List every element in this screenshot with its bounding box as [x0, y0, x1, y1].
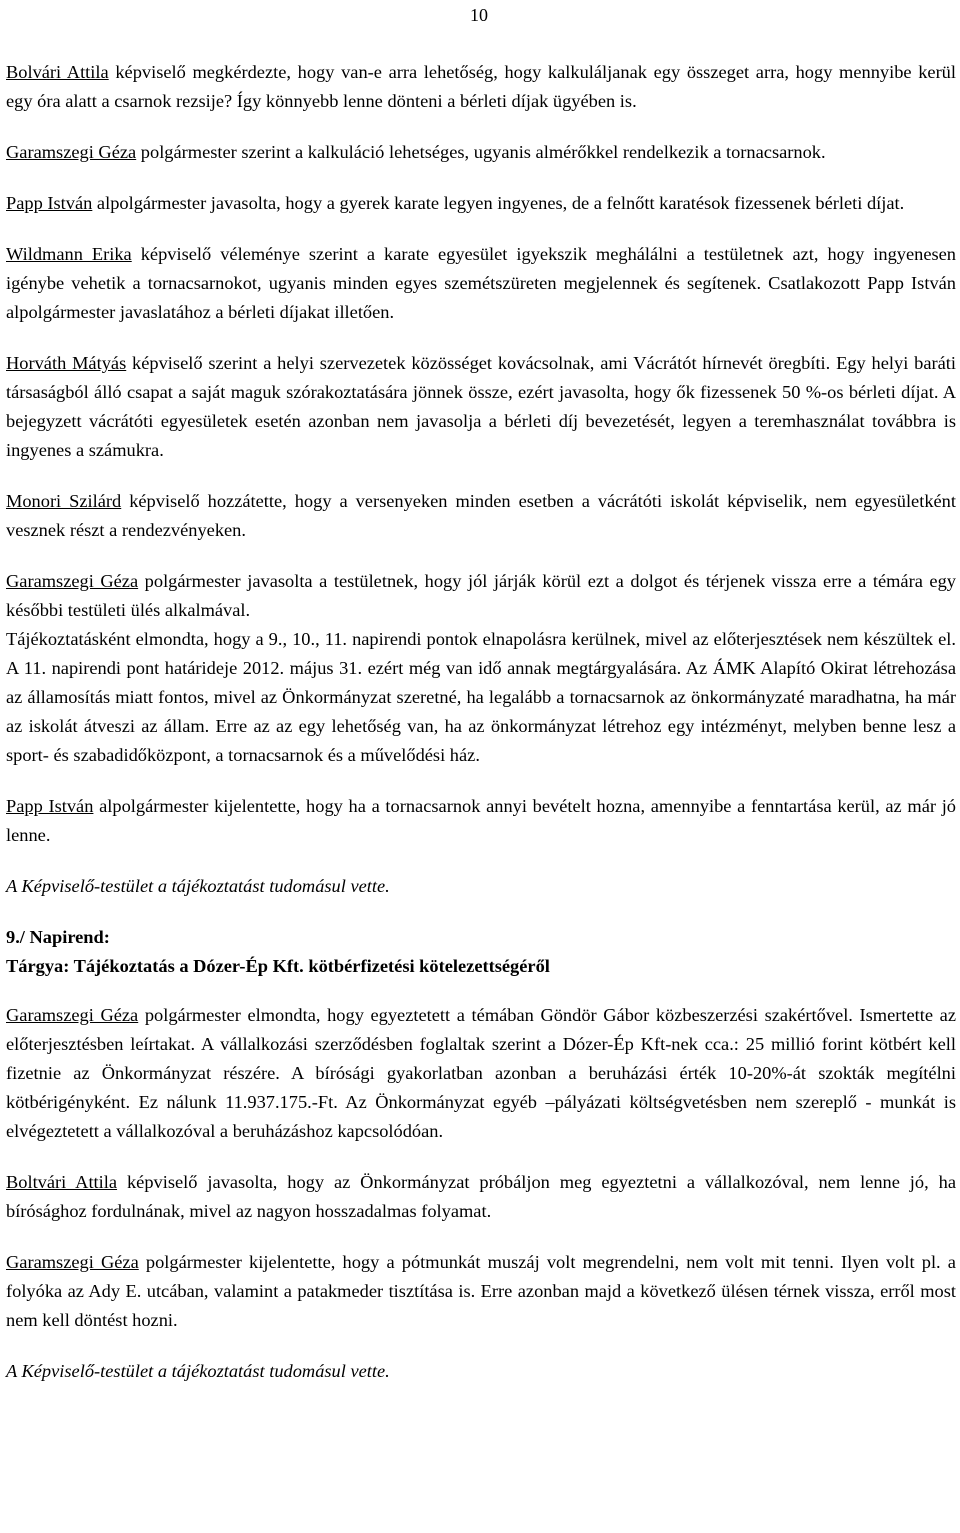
- agenda-number: 9./ Napirend:: [6, 927, 110, 947]
- paragraph-text: képviselő hozzátette, hogy a versenyeken minden esetben a vácrátóti iskolát képviselik, nem egyesületként vesznek részt a rendezvényeken.: [6, 491, 956, 540]
- paragraph: [6, 189, 956, 218]
- paragraph-text: Tájékoztatásként elmondta, hogy a 9., 10., 11. napirendi pontok elnapolásra kerülnek, mivel az előterjesztések nem készültek el. A 11. napirendi pont határideje 2012. május 31. ezért még van idő annak megtárgyalására. Az ÁMK Alapító Okirat létrehozása az államosítás miatt fontos, mivel az Önkormányzat szeretné, ha legalább a tornacsarnok az önkormányzaté maradhatna, ha már az iskolát átveszi az állam. Erre az az egy lehetőség van, ha az önkormányzat létrehoz egy intézményt, melyben benne lesz a sport- és szabadidőközpont, a tornacsarnok és a művelődési ház.: [6, 629, 956, 765]
- paragraph: [6, 349, 956, 465]
- paragraph-text: polgármester kijelentette, hogy a pótmunkát muszáj volt megrendelni, nem volt mit tenni. Ilyen volt pl. a folyóka az Ady E. utcában, valamint a patakmeder tisztítása is. Erre azonban majd a következő ülésen térnek vissza, erről most nem kell döntést hozni.: [6, 1252, 956, 1330]
- speaker-name: Garamszegi Géza: [6, 142, 137, 162]
- paragraph-text: képviselő javasolta, hogy az Önkormányzat próbáljon meg egyeztetni a vállalkozóval, nem lenne jó, ha bírósághoz fordulnának, mivel az nagyon hosszadalmas folyamat.: [6, 1172, 956, 1221]
- paragraph-text: polgármester elmondta, hogy egyeztetett a témában Göndör Gábor közbeszerzési szakértővel. Ismertette az előterjesztésben leírtakat. A vállalkozási szerződésben foglaltak szerint a Dózer-Ép Kft-nek cca.: 25 millió forint kötbért kell fizetnie az Önkormányzat részére. A bírósági gyakorlatban azonban a beruházási érték 10-20%-át szokták megítélni kötbérigényként. Ez nálunk 11.937.175.-Ft. Az Önkormányzat egyéb –pályázati költségvetésben nem szereplő - munkát is elvégeztetett a vállalkozóval a beruházáshoz kapcsolódóan.: [6, 1005, 956, 1141]
- speaker-name: Garamszegi Géza: [6, 571, 139, 591]
- speaker-name: Papp István: [6, 193, 93, 213]
- speaker-name: Wildmann Erika: [6, 244, 132, 264]
- speaker-name: Garamszegi Géza: [6, 1005, 139, 1025]
- paragraph-text: polgármester javasolta a testületnek, hogy jól járják körül ezt a dolgot és térjenek vissza erre a témára egy későbbi testületi ülés alkalmával.: [6, 571, 956, 620]
- paragraph-text: polgármester szerint a kalkuláció lehetséges, ugyanis almérőkkel rendelkezik a tornacsarnok.: [136, 142, 826, 162]
- speaker-name: Monori Szilárd: [6, 491, 122, 511]
- speaker-name: Garamszegi Géza: [6, 1252, 139, 1272]
- decision-note: A Képviselő-testület a tájékoztatást tudomásul vette.: [6, 1361, 390, 1381]
- agenda-heading: [6, 923, 956, 981]
- paragraph: [6, 1168, 956, 1226]
- speaker-name: Boltvári Attila: [6, 1172, 118, 1192]
- paragraph: [6, 567, 956, 625]
- paragraph: [6, 792, 956, 850]
- decision-note: A Képviselő-testület a tájékoztatást tudomásul vette.: [6, 876, 390, 896]
- paragraph-text: képviselő megkérdezte, hogy van-e arra lehetőség, hogy kalkuláljanak egy összeget arra, hogy mennyibe kerül egy óra alatt a csarnok rezsije? Így könnyebb lenne dönteni a bérleti díjak ügyében is.: [6, 62, 956, 111]
- document-body: [6, 58, 956, 1408]
- agenda-subject: Tárgya: Tájékoztatás a Dózer-Ép Kft. kötbérfizetési kötelezettségéről: [6, 956, 550, 976]
- paragraph: [6, 487, 956, 545]
- speaker-name: Papp István: [6, 796, 94, 816]
- paragraph-text: alpolgármester javasolta, hogy a gyerek karate legyen ingyenes, de a felnőtt karatésok fizessenek bérleti díjat.: [92, 193, 905, 213]
- paragraph: [6, 1001, 956, 1146]
- speaker-name: Bolvári Attila: [6, 62, 109, 82]
- paragraph: [6, 625, 956, 770]
- paragraph-text: alpolgármester kijelentette, hogy ha a tornacsarnok annyi bevételt hozna, amennyibe a fenntartása kerül, az már jó lenne.: [6, 796, 956, 845]
- paragraph-text: képviselő véleménye szerint a karate egyesület igyekszik meghálálni a testületnek azt, hogy ingyenesen igénybe vehetik a tornacsarnokot, ugyanis minden egyes szemétszüreten megjelennek és segítenek. Csatlakozott Papp István alpolgármester javaslatához a bérleti díjakat illetően.: [6, 244, 956, 322]
- speaker-name: Horváth Mátyás: [6, 353, 127, 373]
- paragraph: [6, 138, 956, 167]
- paragraph: [6, 240, 956, 327]
- paragraph: [6, 58, 956, 116]
- paragraph: [6, 1248, 956, 1335]
- page-number: 10: [470, 5, 488, 25]
- paragraph-text: képviselő szerint a helyi szervezetek közösséget kovácsolnak, ami Vácrátót hírnevét öregbíti. Egy helyi baráti társaságból álló csapat a saját maguk szórakoztatására jönnek össze, ezért javasolta, hogy ők fizessenek 50 %-os bérleti díjat. A bejegyzett vácrátóti egyesületek esetén azonban nem javasolja a bérleti díj bevezetését, legyen a teremhasználat továbbra is ingyenes a számukra.: [6, 353, 956, 460]
